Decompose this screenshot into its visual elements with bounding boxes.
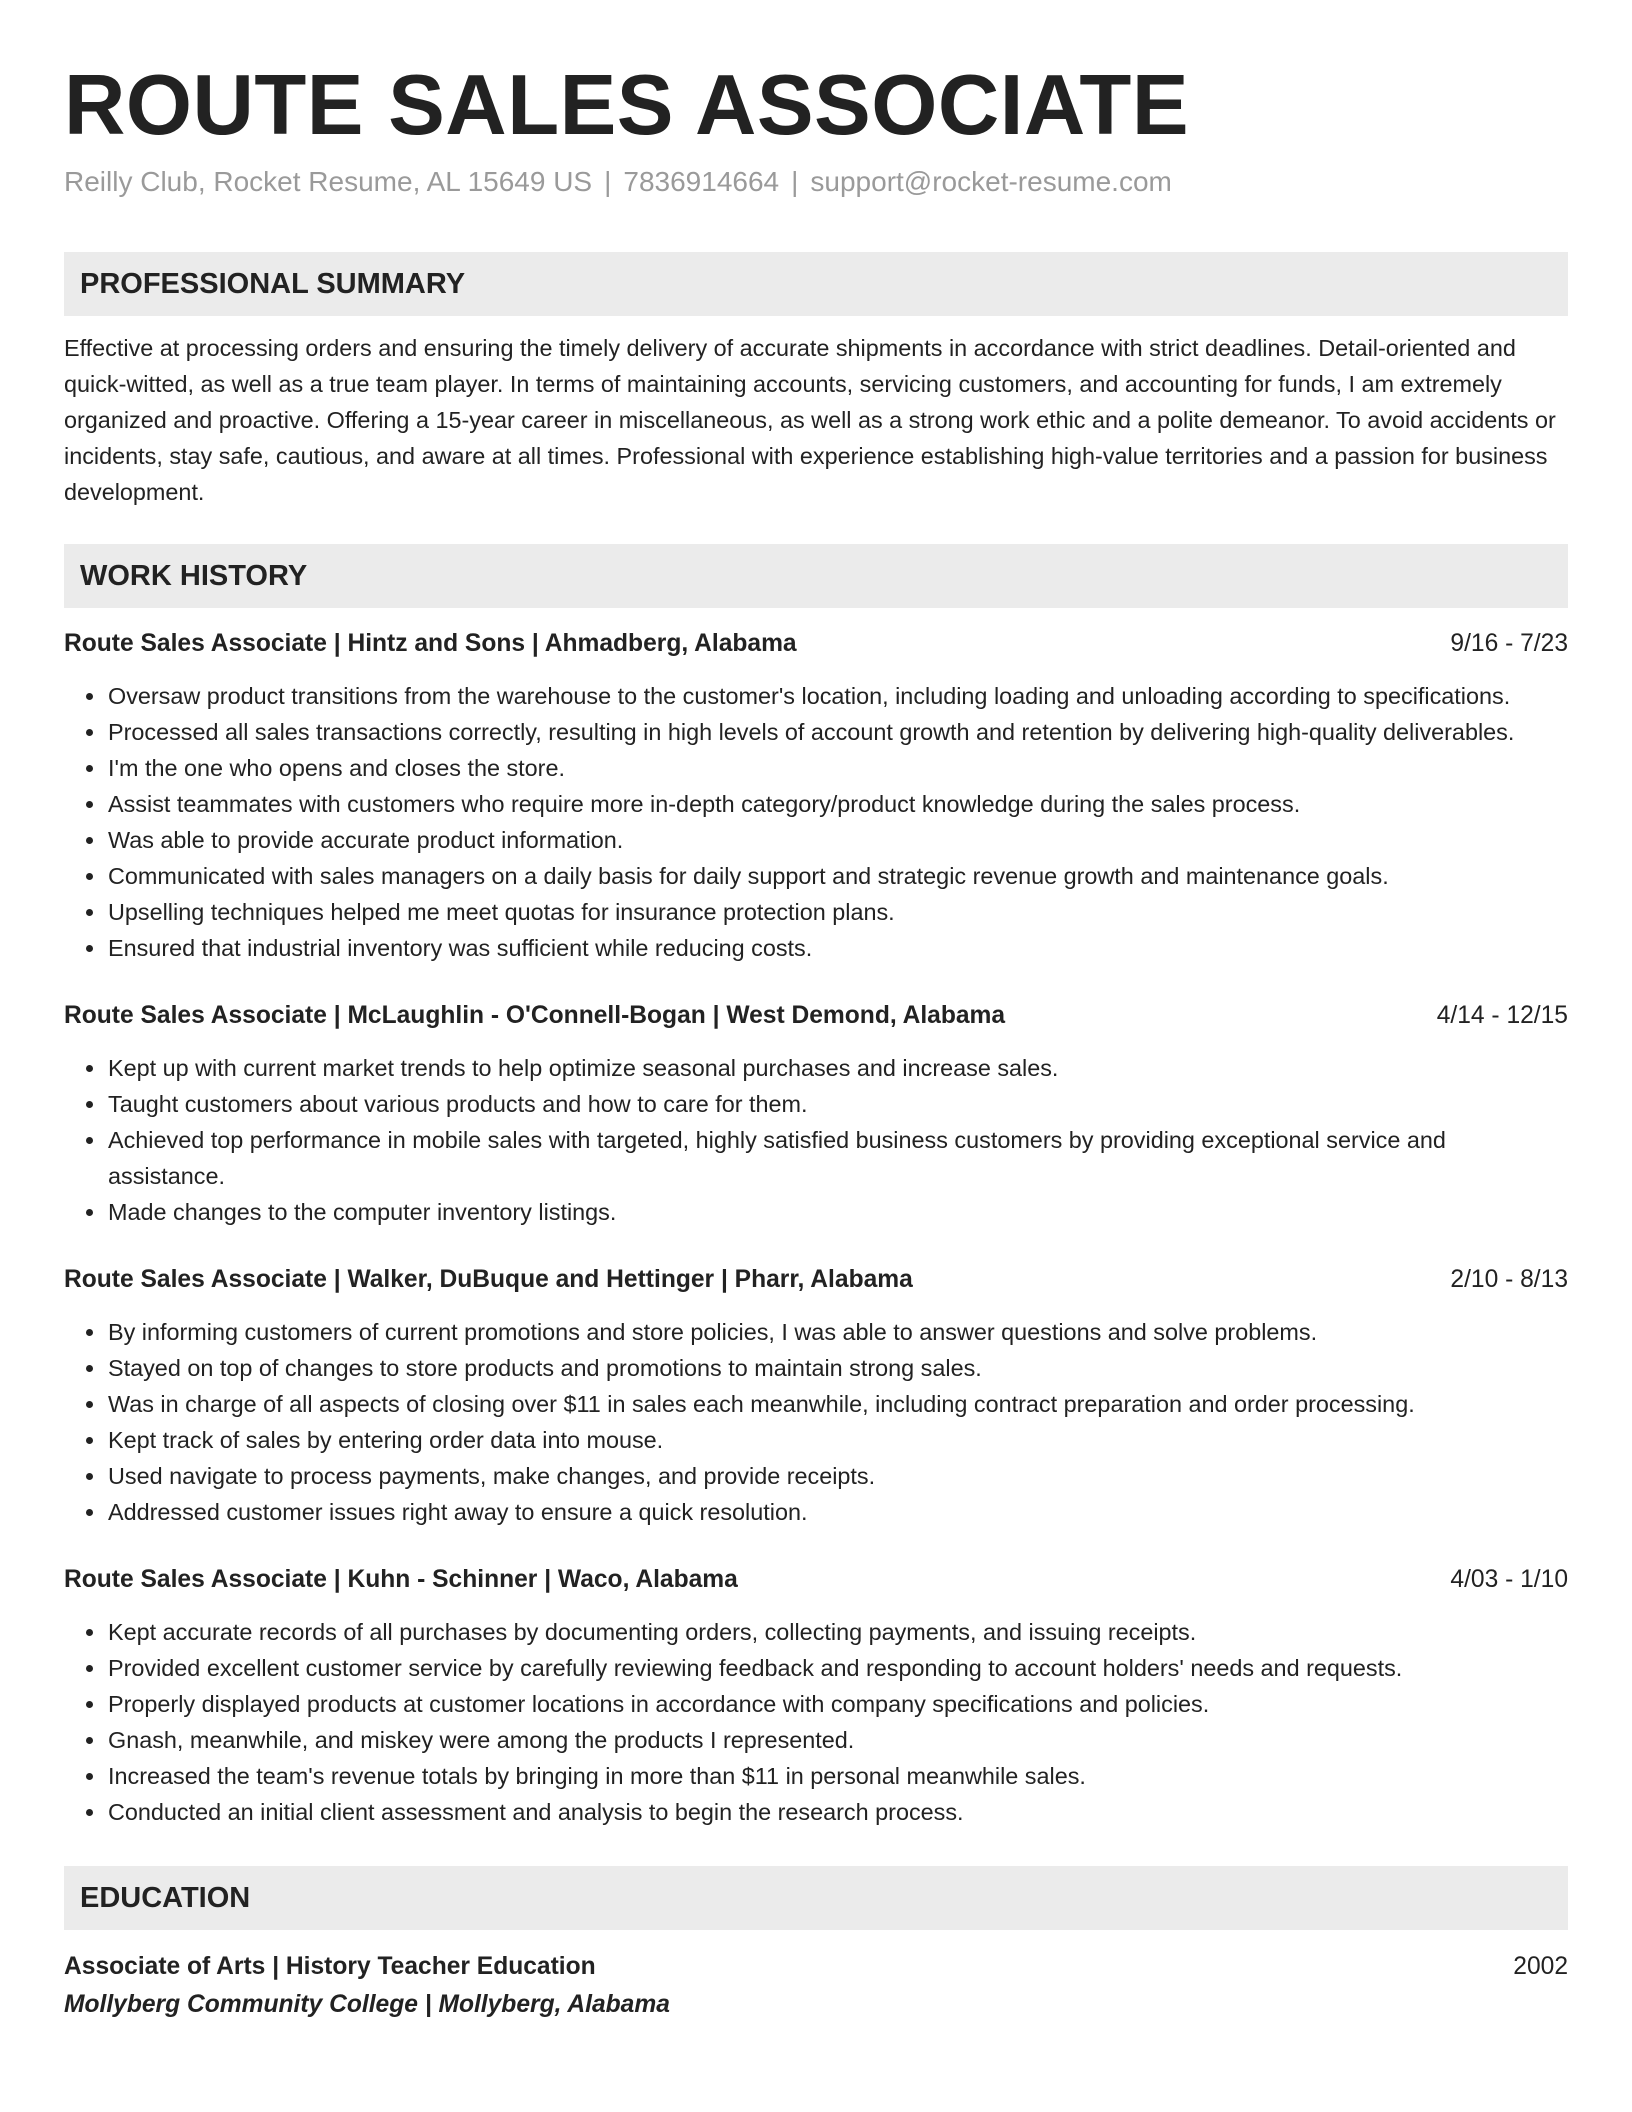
job-bullet: • Taught customers about various products and how to care for them. bbox=[107, 1086, 1568, 1122]
job-bullet-list bbox=[64, 678, 1568, 966]
resume-page bbox=[64, 0, 1568, 2024]
contact-separator: | bbox=[791, 166, 799, 197]
job-bullet: • Was in charge of all aspects of closing over $11 in sales each meanwhile, including contract preparation and order processing. bbox=[107, 1386, 1568, 1422]
job-bullet: • Increased the team's revenue totals by bringing in more than $11 in personal meanwhile sales. bbox=[107, 1758, 1568, 1794]
job-bullet: • Used navigate to process payments, make changes, and provide receipts. bbox=[107, 1458, 1568, 1494]
job-bullet: • By informing customers of current promotions and store policies, I was able to answer questions and solve problems. bbox=[107, 1314, 1568, 1350]
job-entry bbox=[64, 626, 1568, 966]
job-bullet: • Processed all sales transactions correctly, resulting in high levels of account growth and retention by delivering high-quality deliverables. bbox=[107, 714, 1568, 750]
job-entry bbox=[64, 998, 1568, 1230]
education-school: Mollyberg Community College | Mollyberg, Alabama bbox=[64, 1991, 670, 2018]
work-history-list bbox=[64, 626, 1568, 1830]
job-title: Route Sales Associate | Hintz and Sons | Ahmadberg, Alabama bbox=[64, 630, 797, 657]
resume-name: ROUTE SALES ASSOCIATE bbox=[64, 58, 1190, 153]
job-bullet: • Addressed customer issues right away to ensure a quick resolution. bbox=[107, 1494, 1568, 1530]
job-bullet: • Kept up with current market trends to help optimize seasonal purchases and increase sales. bbox=[107, 1050, 1568, 1086]
job-bullet-list bbox=[64, 1614, 1568, 1830]
contact-separator: | bbox=[604, 166, 612, 197]
contact-phone: 7836914664 bbox=[623, 166, 780, 197]
education-year: 2002 bbox=[1513, 1953, 1568, 1980]
job-bullet: • Upselling techniques helped me meet quotas for insurance protection plans. bbox=[107, 894, 1568, 930]
job-bullet: • Provided excellent customer service by carefully reviewing feedback and responding to account holders' needs and requests. bbox=[107, 1650, 1568, 1686]
job-bullet: • Ensured that industrial inventory was sufficient while reducing costs. bbox=[107, 930, 1568, 966]
job-bullet: • Conducted an initial client assessment and analysis to begin the research process. bbox=[107, 1794, 1568, 1830]
summary-text: Effective at processing orders and ensuring the timely delivery of accurate shipments in accordance with strict deadlines. Detail-oriented and quick-witted, as well as a true team player. In terms of maintaining accounts, servicing customers, and accounting for funds, I am extremely organized and proactive. Offering a 15-year career in miscellaneous, as well as a strong work ethic and a polite demeanor. To avoid accidents or incidents, stay safe, cautious, and aware at all times. Professional with experience establishing high-value territories and a passion for business development. bbox=[64, 335, 1556, 505]
job-dates: 9/16 - 7/23 bbox=[1450, 630, 1568, 657]
job-title: Route Sales Associate | McLaughlin - O'Connell-Bogan | West Demond, Alabama bbox=[64, 1002, 1006, 1029]
job-bullet: • Properly displayed products at customer locations in accordance with company specifications and policies. bbox=[107, 1686, 1568, 1722]
job-header-row bbox=[64, 1562, 1568, 1598]
contact-line bbox=[64, 164, 1568, 200]
job-entry bbox=[64, 1262, 1568, 1530]
job-bullet: • Achieved top performance in mobile sales with targeted, highly satisfied business customers by providing exceptional service and assistance. bbox=[107, 1122, 1568, 1194]
job-bullet: • Was able to provide accurate product information. bbox=[107, 822, 1568, 858]
job-header-row bbox=[64, 1262, 1568, 1298]
job-bullet: • I'm the one who opens and closes the store. bbox=[107, 750, 1568, 786]
section-header-summary: PROFESSIONAL SUMMARY bbox=[64, 252, 1568, 316]
education-degree: Associate of Arts | History Teacher Education bbox=[64, 1953, 596, 1980]
job-dates: 4/14 - 12/15 bbox=[1436, 1002, 1568, 1029]
job-dates: 2/10 - 8/13 bbox=[1450, 1266, 1568, 1293]
section-header-education: EDUCATION bbox=[64, 1866, 1568, 1930]
job-title: Route Sales Associate | Walker, DuBuque and Hettinger | Pharr, Alabama bbox=[64, 1266, 913, 1293]
section-header-work-history: WORK HISTORY bbox=[64, 544, 1568, 608]
education-header-row bbox=[64, 1948, 1568, 1986]
education-entry bbox=[64, 1948, 1568, 2024]
job-bullet: • Communicated with sales managers on a daily basis for daily support and strategic revenue growth and maintenance goals. bbox=[107, 858, 1568, 894]
job-entry bbox=[64, 1562, 1568, 1830]
job-bullet: • Stayed on top of changes to store products and promotions to maintain strong sales. bbox=[107, 1350, 1568, 1386]
job-title: Route Sales Associate | Kuhn - Schinner | Waco, Alabama bbox=[64, 1566, 738, 1593]
job-bullet-list bbox=[64, 1314, 1568, 1530]
job-bullet: • Kept accurate records of all purchases by documenting orders, collecting payments, and issuing receipts. bbox=[107, 1614, 1568, 1650]
contact-email: support@rocket-resume.com bbox=[810, 166, 1172, 197]
job-bullet: • Kept track of sales by entering order data into mouse. bbox=[107, 1422, 1568, 1458]
job-header-row bbox=[64, 998, 1568, 1034]
job-bullet: • Assist teammates with customers who require more in-depth category/product knowledge during the sales process. bbox=[107, 786, 1568, 822]
job-header-row bbox=[64, 626, 1568, 662]
job-bullet: • Made changes to the computer inventory listings. bbox=[107, 1194, 1568, 1230]
job-bullet-list bbox=[64, 1050, 1568, 1230]
job-dates: 4/03 - 1/10 bbox=[1450, 1566, 1568, 1593]
job-bullet: • Oversaw product transitions from the warehouse to the customer's location, including loading and unloading according to specifications. bbox=[107, 678, 1568, 714]
contact-address: Reilly Club, Rocket Resume, AL 15649 US bbox=[64, 166, 593, 197]
job-bullet: • Gnash, meanwhile, and miskey were among the products I represented. bbox=[107, 1722, 1568, 1758]
